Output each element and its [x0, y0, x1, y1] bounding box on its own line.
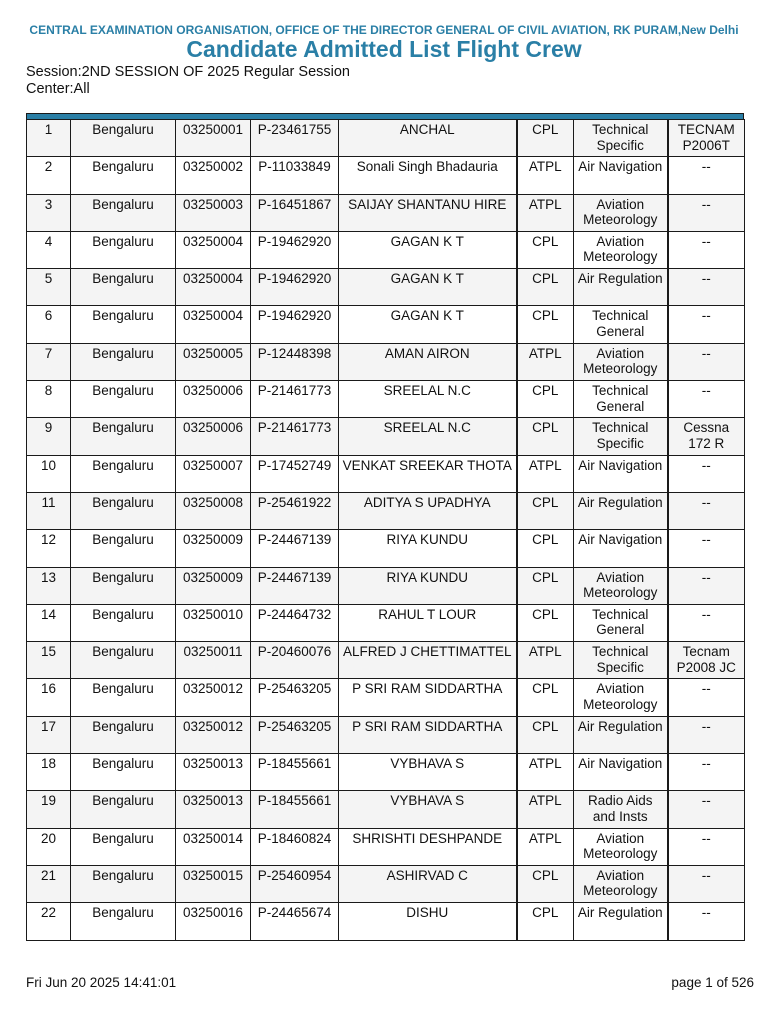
page-title: Candidate Admitted List Flight Crew [186, 36, 582, 62]
cell-aircraft: -- [668, 269, 745, 306]
print-timestamp: Fri Jun 20 2025 14:41:01 [26, 975, 177, 990]
cell-roll-number: 03250016 [176, 903, 251, 940]
table-row [27, 157, 745, 194]
cell-exam-center: Bengaluru [71, 306, 176, 343]
cell-exam-center: Bengaluru [71, 567, 176, 604]
cell-aircraft: -- [668, 903, 745, 940]
cell-serial-number: 5 [27, 269, 71, 306]
cell-subject: Air Regulation [574, 269, 668, 306]
cell-subject: Aviation Meteorology [574, 567, 668, 604]
cell-license-type: CPL [517, 381, 574, 418]
cell-candidate-name: RAHUL T LOUR [339, 604, 517, 641]
cell-license-type: CPL [517, 604, 574, 641]
cell-roll-number: 03250013 [176, 791, 251, 828]
cell-license-type: ATPL [517, 455, 574, 492]
cell-subject: Technical General [574, 306, 668, 343]
cell-exam-center: Bengaluru [71, 865, 176, 902]
table-row [27, 306, 745, 343]
cell-license-type: CPL [517, 306, 574, 343]
cell-subject: Technical Specific [574, 642, 668, 679]
cell-license-type: CPL [517, 269, 574, 306]
table-row [27, 269, 745, 306]
cell-candidate-id: P-21461773 [251, 418, 339, 455]
cell-candidate-id: P-24467139 [251, 530, 339, 567]
cell-candidate-id: P-18455661 [251, 791, 339, 828]
cell-candidate-name: RIYA KUNDU [339, 567, 517, 604]
cell-roll-number: 03250010 [176, 604, 251, 641]
table-row [27, 455, 745, 492]
cell-license-type: ATPL [517, 642, 574, 679]
cell-candidate-name: SAIJAY SHANTANU HIRE [339, 194, 517, 231]
cell-roll-number: 03250003 [176, 194, 251, 231]
cell-aircraft: -- [668, 455, 745, 492]
cell-license-type: CPL [517, 492, 574, 529]
table-row [27, 679, 745, 716]
cell-aircraft: -- [668, 716, 745, 753]
cell-serial-number: 4 [27, 231, 71, 268]
cell-candidate-id: P-17452749 [251, 455, 339, 492]
cell-serial-number: 9 [27, 418, 71, 455]
table-row [27, 120, 745, 157]
cell-license-type: ATPL [517, 791, 574, 828]
cell-candidate-id: P-24464732 [251, 604, 339, 641]
cell-candidate-name: GAGAN K T [339, 231, 517, 268]
cell-candidate-id: P-12448398 [251, 343, 339, 380]
cell-license-type: CPL [517, 865, 574, 902]
cell-license-type: ATPL [517, 194, 574, 231]
cell-subject: Air Navigation [574, 455, 668, 492]
cell-subject: Aviation Meteorology [574, 194, 668, 231]
cell-roll-number: 03250014 [176, 828, 251, 865]
cell-aircraft: -- [668, 791, 745, 828]
table-row [27, 231, 745, 268]
cell-subject: Aviation Meteorology [574, 865, 668, 902]
cell-subject: Air Regulation [574, 716, 668, 753]
cell-roll-number: 03250012 [176, 679, 251, 716]
cell-roll-number: 03250009 [176, 567, 251, 604]
cell-exam-center: Bengaluru [71, 903, 176, 940]
table-row [27, 343, 745, 380]
cell-candidate-id: P-20460076 [251, 642, 339, 679]
cell-aircraft: -- [668, 754, 745, 791]
cell-subject: Radio Aids and Insts [574, 791, 668, 828]
cell-serial-number: 13 [27, 567, 71, 604]
table-row [27, 716, 745, 753]
cell-serial-number: 22 [27, 903, 71, 940]
cell-aircraft: -- [668, 567, 745, 604]
center-label: Center:All [26, 81, 90, 97]
cell-candidate-id: P-19462920 [251, 306, 339, 343]
cell-subject: Aviation Meteorology [574, 231, 668, 268]
cell-candidate-name: RIYA KUNDU [339, 530, 517, 567]
cell-license-type: CPL [517, 231, 574, 268]
cell-serial-number: 18 [27, 754, 71, 791]
cell-candidate-id: P-24465674 [251, 903, 339, 940]
cell-exam-center: Bengaluru [71, 492, 176, 529]
session-label: Session:2ND SESSION OF 2025 Regular Session [26, 64, 350, 80]
cell-serial-number: 1 [27, 120, 71, 157]
cell-exam-center: Bengaluru [71, 343, 176, 380]
cell-aircraft: TECNAM P2006T [668, 120, 745, 157]
cell-aircraft: -- [668, 865, 745, 902]
cell-candidate-id: P-19462920 [251, 269, 339, 306]
cell-license-type: ATPL [517, 828, 574, 865]
cell-exam-center: Bengaluru [71, 157, 176, 194]
table-row [27, 903, 745, 940]
cell-candidate-name: ALFRED J CHETTIMATTEL [339, 642, 517, 679]
cell-roll-number: 03250006 [176, 418, 251, 455]
cell-exam-center: Bengaluru [71, 120, 176, 157]
cell-exam-center: Bengaluru [71, 418, 176, 455]
table-row [27, 492, 745, 529]
cell-subject: Aviation Meteorology [574, 679, 668, 716]
cell-aircraft: Cessna 172 R [668, 418, 745, 455]
cell-serial-number: 10 [27, 455, 71, 492]
cell-license-type: ATPL [517, 157, 574, 194]
cell-candidate-id: P-21461773 [251, 381, 339, 418]
cell-roll-number: 03250013 [176, 754, 251, 791]
cell-aircraft: -- [668, 343, 745, 380]
cell-license-type: CPL [517, 530, 574, 567]
table-row [27, 530, 745, 567]
cell-subject: Aviation Meteorology [574, 343, 668, 380]
cell-candidate-name: SREELAL N.C [339, 418, 517, 455]
cell-exam-center: Bengaluru [71, 269, 176, 306]
cell-roll-number: 03250001 [176, 120, 251, 157]
cell-roll-number: 03250005 [176, 343, 251, 380]
cell-exam-center: Bengaluru [71, 791, 176, 828]
cell-serial-number: 20 [27, 828, 71, 865]
candidate-table-container [26, 113, 744, 941]
cell-candidate-name: GAGAN K T [339, 269, 517, 306]
cell-aircraft: -- [668, 828, 745, 865]
cell-license-type: CPL [517, 679, 574, 716]
cell-candidate-name: AMAN AIRON [339, 343, 517, 380]
table-row [27, 865, 745, 902]
table-row [27, 418, 745, 455]
cell-roll-number: 03250002 [176, 157, 251, 194]
cell-roll-number: 03250004 [176, 231, 251, 268]
cell-exam-center: Bengaluru [71, 231, 176, 268]
cell-roll-number: 03250011 [176, 642, 251, 679]
cell-aircraft: -- [668, 231, 745, 268]
cell-exam-center: Bengaluru [71, 828, 176, 865]
cell-exam-center: Bengaluru [71, 530, 176, 567]
cell-candidate-id: P-25463205 [251, 679, 339, 716]
cell-aircraft: -- [668, 306, 745, 343]
cell-exam-center: Bengaluru [71, 754, 176, 791]
cell-exam-center: Bengaluru [71, 679, 176, 716]
organisation-header: CENTRAL EXAMINATION ORGANISATION, OFFICE OF THE DIRECTOR GENERAL OF CIVIL AVIATION, RK PURAM,New Delhi [29, 23, 739, 37]
cell-candidate-id: P-19462920 [251, 231, 339, 268]
cell-serial-number: 19 [27, 791, 71, 828]
cell-subject: Technical General [574, 604, 668, 641]
cell-serial-number: 21 [27, 865, 71, 902]
cell-candidate-name: SREELAL N.C [339, 381, 517, 418]
cell-candidate-id: P-16451867 [251, 194, 339, 231]
cell-aircraft: -- [668, 679, 745, 716]
cell-candidate-name: SHRISHTI DESHPANDE [339, 828, 517, 865]
cell-candidate-name: ADITYA S UPADHYA [339, 492, 517, 529]
table-row [27, 828, 745, 865]
cell-roll-number: 03250012 [176, 716, 251, 753]
cell-candidate-name: VENKAT SREEKAR THOTA [339, 455, 517, 492]
cell-exam-center: Bengaluru [71, 642, 176, 679]
cell-serial-number: 16 [27, 679, 71, 716]
cell-candidate-name: VYBHAVA S [339, 754, 517, 791]
cell-candidate-id: P-25460954 [251, 865, 339, 902]
cell-serial-number: 3 [27, 194, 71, 231]
table-row [27, 567, 745, 604]
cell-license-type: ATPL [517, 754, 574, 791]
page-indicator: page 1 of 526 [671, 975, 754, 990]
cell-candidate-name: Sonali Singh Bhadauria [339, 157, 517, 194]
cell-exam-center: Bengaluru [71, 604, 176, 641]
cell-subject: Air Regulation [574, 903, 668, 940]
candidate-table-body [27, 120, 745, 941]
cell-roll-number: 03250015 [176, 865, 251, 902]
cell-aircraft: -- [668, 157, 745, 194]
cell-license-type: CPL [517, 120, 574, 157]
cell-candidate-name: ANCHAL [339, 120, 517, 157]
cell-candidate-id: P-25461922 [251, 492, 339, 529]
cell-license-type: CPL [517, 567, 574, 604]
cell-license-type: CPL [517, 716, 574, 753]
cell-roll-number: 03250007 [176, 455, 251, 492]
table-row [27, 381, 745, 418]
cell-exam-center: Bengaluru [71, 381, 176, 418]
cell-roll-number: 03250009 [176, 530, 251, 567]
cell-subject: Air Regulation [574, 492, 668, 529]
table-row [27, 604, 745, 641]
table-row [27, 194, 745, 231]
cell-serial-number: 15 [27, 642, 71, 679]
cell-serial-number: 7 [27, 343, 71, 380]
cell-candidate-name: VYBHAVA S [339, 791, 517, 828]
cell-serial-number: 12 [27, 530, 71, 567]
cell-license-type: CPL [517, 418, 574, 455]
cell-candidate-id: P-24467139 [251, 567, 339, 604]
cell-subject: Technical Specific [574, 120, 668, 157]
cell-aircraft: -- [668, 604, 745, 641]
cell-candidate-name: ASHIRVAD C [339, 865, 517, 902]
cell-candidate-name: P SRI RAM SIDDARTHA [339, 679, 517, 716]
cell-license-type: CPL [517, 903, 574, 940]
table-row [27, 754, 745, 791]
cell-candidate-id: P-11033849 [251, 157, 339, 194]
cell-serial-number: 17 [27, 716, 71, 753]
cell-serial-number: 8 [27, 381, 71, 418]
cell-serial-number: 11 [27, 492, 71, 529]
cell-candidate-id: P-18460824 [251, 828, 339, 865]
cell-exam-center: Bengaluru [71, 194, 176, 231]
table-row [27, 642, 745, 679]
cell-roll-number: 03250008 [176, 492, 251, 529]
cell-candidate-name: DISHU [339, 903, 517, 940]
cell-candidate-id: P-23461755 [251, 120, 339, 157]
cell-aircraft: -- [668, 492, 745, 529]
cell-subject: Air Navigation [574, 754, 668, 791]
cell-exam-center: Bengaluru [71, 455, 176, 492]
cell-serial-number: 14 [27, 604, 71, 641]
cell-subject: Air Navigation [574, 157, 668, 194]
cell-serial-number: 6 [27, 306, 71, 343]
cell-candidate-id: P-18455661 [251, 754, 339, 791]
table-row [27, 791, 745, 828]
cell-roll-number: 03250004 [176, 306, 251, 343]
cell-exam-center: Bengaluru [71, 716, 176, 753]
cell-aircraft: -- [668, 530, 745, 567]
cell-aircraft: -- [668, 381, 745, 418]
candidate-table [26, 119, 745, 941]
cell-aircraft: Tecnam P2008 JC [668, 642, 745, 679]
cell-license-type: ATPL [517, 343, 574, 380]
cell-candidate-name: P SRI RAM SIDDARTHA [339, 716, 517, 753]
cell-roll-number: 03250006 [176, 381, 251, 418]
cell-candidate-id: P-25463205 [251, 716, 339, 753]
cell-candidate-name: GAGAN K T [339, 306, 517, 343]
cell-subject: Technical General [574, 381, 668, 418]
cell-subject: Technical Specific [574, 418, 668, 455]
cell-subject: Air Navigation [574, 530, 668, 567]
cell-subject: Aviation Meteorology [574, 828, 668, 865]
cell-serial-number: 2 [27, 157, 71, 194]
cell-aircraft: -- [668, 194, 745, 231]
cell-roll-number: 03250004 [176, 269, 251, 306]
